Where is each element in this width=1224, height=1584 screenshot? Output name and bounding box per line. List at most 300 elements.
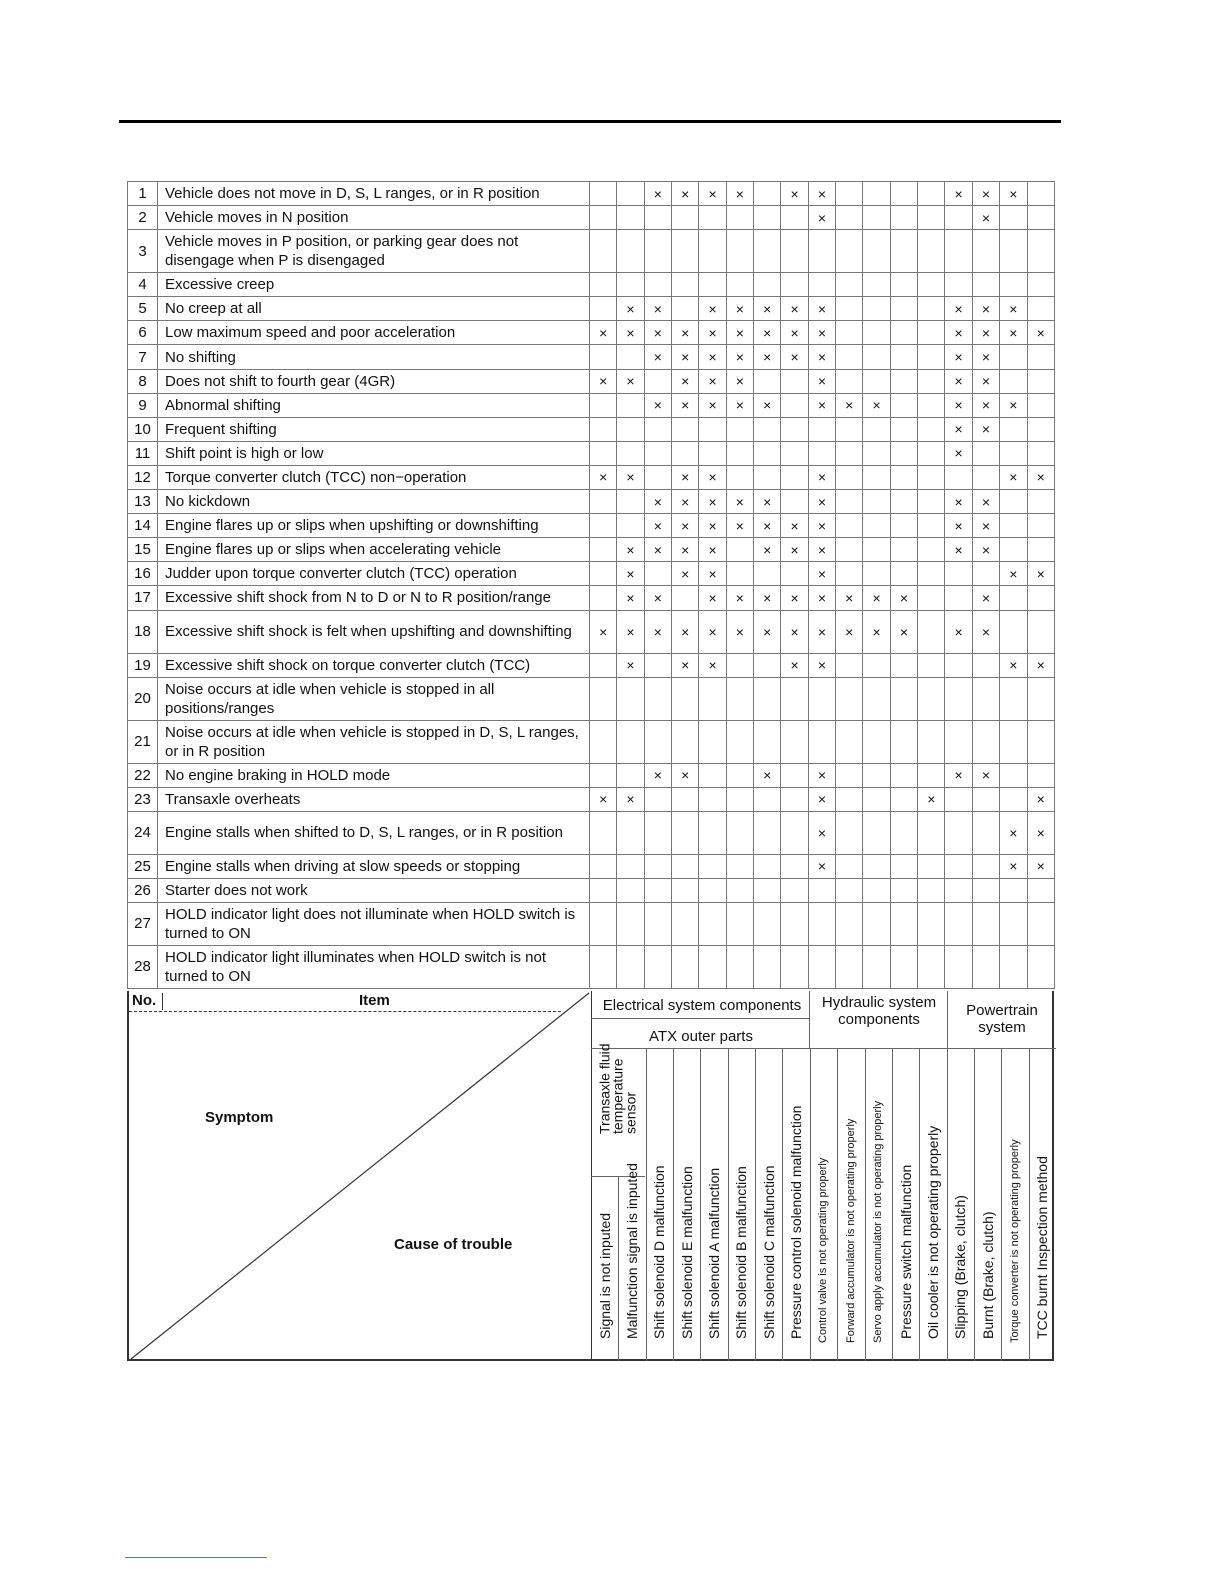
cause-mark-cell xyxy=(890,787,917,811)
cause-mark-cell: × xyxy=(699,653,726,677)
row-number: 27 xyxy=(128,902,158,945)
cause-mark-cell: × xyxy=(726,182,753,206)
cause-mark-cell: × xyxy=(754,297,781,321)
cause-mark-cell xyxy=(590,562,617,586)
cause-mark-cell xyxy=(726,878,753,902)
cause-mark-cell: × xyxy=(863,610,890,653)
cause-mark-cell xyxy=(972,902,999,945)
table-row xyxy=(128,902,1055,945)
cause-mark-cell xyxy=(808,720,835,763)
cause-mark-cell xyxy=(1027,610,1054,653)
cause-mark-cell xyxy=(754,854,781,878)
cause-mark-cell xyxy=(808,417,835,441)
cause-mark-cell xyxy=(836,720,863,763)
cause-mark-cell xyxy=(1027,902,1054,945)
cause-mark-cell xyxy=(863,878,890,902)
cause-mark-cell xyxy=(863,763,890,787)
cause-mark-cell xyxy=(918,902,945,945)
cause-mark-cell: × xyxy=(672,182,699,206)
table-row xyxy=(128,206,1055,230)
cause-mark-cell xyxy=(890,720,917,763)
cause-mark-cell xyxy=(1027,369,1054,393)
cause-mark-cell xyxy=(617,393,644,417)
cause-mark-cell xyxy=(644,417,671,441)
cause-mark-cell: × xyxy=(945,490,972,514)
row-number: 26 xyxy=(128,878,158,902)
cause-mark-cell xyxy=(836,811,863,854)
cause-mark-cell xyxy=(918,945,945,988)
cause-mark-cell xyxy=(590,345,617,369)
row-number: 6 xyxy=(128,321,158,345)
cause-mark-cell xyxy=(781,465,808,489)
cause-mark-cell xyxy=(1000,720,1027,763)
footer-link[interactable] xyxy=(125,1557,267,1558)
cause-mark-cell xyxy=(590,653,617,677)
hydraulic-powertrain-divider xyxy=(947,991,948,1048)
cause-mark-cell xyxy=(617,345,644,369)
cause-mark-cell: × xyxy=(617,562,644,586)
symptom-item: Transaxle overheats xyxy=(158,787,590,811)
cause-mark-cell: × xyxy=(972,514,999,538)
cause-mark-cell xyxy=(781,677,808,720)
cause-mark-cell xyxy=(890,393,917,417)
cause-mark-cell xyxy=(918,811,945,854)
cause-mark-cell: × xyxy=(590,369,617,393)
cause-mark-cell xyxy=(836,538,863,562)
cause-mark-cell: × xyxy=(617,610,644,653)
row-number: 17 xyxy=(128,586,158,610)
cause-mark-cell xyxy=(918,441,945,465)
table-row xyxy=(128,490,1055,514)
cause-mark-cell xyxy=(863,345,890,369)
cause-mark-cell xyxy=(644,562,671,586)
cause-mark-cell: × xyxy=(918,787,945,811)
cause-mark-cell: × xyxy=(972,763,999,787)
cause-mark-cell xyxy=(918,763,945,787)
cause-mark-cell xyxy=(972,465,999,489)
cause-mark-cell: × xyxy=(808,206,835,230)
cause-mark-cell: × xyxy=(808,465,835,489)
cause-mark-cell xyxy=(781,369,808,393)
row-number: 8 xyxy=(128,369,158,393)
cause-mark-cell: × xyxy=(726,490,753,514)
cause-mark-cell xyxy=(699,945,726,988)
cause-mark-cell: × xyxy=(672,538,699,562)
cause-mark-cell xyxy=(945,465,972,489)
cause-column-label: Shift solenoid E malfunction xyxy=(678,1166,695,1339)
cause-mark-cell xyxy=(836,878,863,902)
cause-mark-cell: × xyxy=(1000,811,1027,854)
cause-mark-cell xyxy=(918,610,945,653)
cause-mark-cell: × xyxy=(699,562,726,586)
cause-mark-cell: × xyxy=(754,321,781,345)
cause-mark-cell xyxy=(890,441,917,465)
cause-mark-cell xyxy=(590,538,617,562)
cause-mark-cell xyxy=(836,182,863,206)
row-number: 20 xyxy=(128,677,158,720)
symptom-item: Vehicle moves in N position xyxy=(158,206,590,230)
cause-mark-cell: × xyxy=(1027,465,1054,489)
cause-mark-cell: × xyxy=(754,345,781,369)
symptom-item: Excessive shift shock from N to D or N to R position/range xyxy=(158,586,590,610)
cause-mark-cell: × xyxy=(1027,854,1054,878)
cause-mark-cell xyxy=(726,441,753,465)
cause-mark-cell xyxy=(590,273,617,297)
cause-mark-cell xyxy=(836,273,863,297)
cause-mark-cell xyxy=(972,273,999,297)
cause-mark-cell xyxy=(836,206,863,230)
symptom-item: Noise occurs at idle when vehicle is stopped in all positions/ranges xyxy=(158,677,590,720)
row-number: 21 xyxy=(128,720,158,763)
cause-mark-cell xyxy=(726,465,753,489)
cause-mark-cell: × xyxy=(808,653,835,677)
cause-mark-cell xyxy=(644,787,671,811)
symptom-label: Symptom xyxy=(205,1109,274,1126)
cause-mark-cell xyxy=(836,490,863,514)
cause-mark-cell xyxy=(890,321,917,345)
cause-mark-cell xyxy=(1000,273,1027,297)
cause-mark-cell xyxy=(781,393,808,417)
cause-mark-cell xyxy=(672,677,699,720)
symptom-item: HOLD indicator light illuminates when HOLD switch is not turned to ON xyxy=(158,945,590,988)
cause-mark-cell: × xyxy=(808,182,835,206)
cause-mark-cell xyxy=(863,230,890,273)
cause-mark-cell: × xyxy=(754,538,781,562)
cause-mark-cell: × xyxy=(644,763,671,787)
cause-mark-cell: × xyxy=(644,345,671,369)
cause-mark-cell xyxy=(590,720,617,763)
cause-mark-cell xyxy=(1027,230,1054,273)
cause-mark-cell xyxy=(617,273,644,297)
table-row xyxy=(128,811,1055,854)
row-number: 16 xyxy=(128,562,158,586)
group-atx: ATX outer parts xyxy=(649,1028,753,1045)
cause-mark-cell: × xyxy=(672,514,699,538)
cause-mark-cell: × xyxy=(754,393,781,417)
table-row xyxy=(128,538,1055,562)
cause-mark-cell xyxy=(617,902,644,945)
cause-mark-cell xyxy=(726,562,753,586)
cause-mark-cell: × xyxy=(699,369,726,393)
symptom-item: Low maximum speed and poor acceleration xyxy=(158,321,590,345)
cause-mark-cell xyxy=(1027,441,1054,465)
cause-mark-cell xyxy=(699,763,726,787)
cause-column-label: Pressure control solenoid malfunction xyxy=(788,1105,805,1339)
cause-mark-cell xyxy=(863,490,890,514)
cause-mark-cell: × xyxy=(644,182,671,206)
cause-mark-cell xyxy=(726,206,753,230)
cause-mark-cell xyxy=(1027,514,1054,538)
cause-column-label: Shift solenoid C malfunction xyxy=(760,1165,777,1339)
cause-mark-cell: × xyxy=(808,763,835,787)
cause-mark-cell xyxy=(754,945,781,988)
cause-mark-cell xyxy=(754,230,781,273)
cause-mark-cell xyxy=(672,586,699,610)
table-row xyxy=(128,787,1055,811)
cause-mark-cell xyxy=(1027,182,1054,206)
cause-mark-cell xyxy=(836,854,863,878)
cause-mark-cell xyxy=(890,538,917,562)
cause-mark-cell xyxy=(672,441,699,465)
cause-mark-cell xyxy=(945,273,972,297)
cause-mark-cell xyxy=(726,677,753,720)
cause-mark-cell: × xyxy=(726,393,753,417)
item-label: Item xyxy=(359,992,390,1009)
cause-mark-cell: × xyxy=(726,514,753,538)
cause-mark-cell xyxy=(617,206,644,230)
symptom-item: Does not shift to fourth gear (4GR) xyxy=(158,369,590,393)
cause-mark-cell xyxy=(972,230,999,273)
cause-mark-cell: × xyxy=(808,490,835,514)
cause-mark-cell xyxy=(863,653,890,677)
cause-mark-cell: × xyxy=(644,586,671,610)
cause-mark-cell: × xyxy=(1027,787,1054,811)
cause-mark-cell: × xyxy=(972,206,999,230)
cause-mark-cell xyxy=(672,230,699,273)
cause-mark-cell: × xyxy=(1000,854,1027,878)
cause-mark-cell: × xyxy=(590,321,617,345)
cause-mark-cell xyxy=(617,490,644,514)
cause-mark-cell xyxy=(1000,878,1027,902)
cause-mark-cell xyxy=(754,653,781,677)
table-row xyxy=(128,321,1055,345)
cause-mark-cell xyxy=(754,787,781,811)
cause-mark-cell xyxy=(863,787,890,811)
cause-mark-cell xyxy=(590,586,617,610)
cause-mark-cell xyxy=(945,878,972,902)
cause-mark-cell xyxy=(590,230,617,273)
cause-mark-cell xyxy=(890,854,917,878)
cause-mark-cell xyxy=(726,854,753,878)
cause-mark-cell xyxy=(754,369,781,393)
cause-column-label: Malfunction signal is inputed xyxy=(624,1163,641,1339)
cause-mark-cell xyxy=(890,562,917,586)
cause-mark-cell xyxy=(945,854,972,878)
row-number: 24 xyxy=(128,811,158,854)
cause-mark-cell xyxy=(890,763,917,787)
cause-mark-cell xyxy=(972,878,999,902)
cause-mark-cell xyxy=(617,441,644,465)
cause-mark-cell xyxy=(918,677,945,720)
cause-mark-cell xyxy=(918,854,945,878)
cause-mark-cell xyxy=(672,811,699,854)
cause-mark-cell xyxy=(972,811,999,854)
cause-column-label: Forward accumulator is not operating properly xyxy=(844,1118,857,1343)
cause-mark-cell xyxy=(590,490,617,514)
cause-mark-cell xyxy=(836,787,863,811)
cause-mark-cell xyxy=(1027,538,1054,562)
cause-column-label: TCC burnt Inspection method xyxy=(1034,1156,1051,1339)
cause-mark-cell: × xyxy=(781,538,808,562)
cause-mark-cell xyxy=(918,273,945,297)
cause-mark-cell: × xyxy=(644,321,671,345)
cause-mark-cell xyxy=(836,763,863,787)
cause-mark-cell xyxy=(781,720,808,763)
cause-mark-cell xyxy=(863,273,890,297)
table-row xyxy=(128,586,1055,610)
row-number: 18 xyxy=(128,610,158,653)
cause-mark-cell xyxy=(918,562,945,586)
cause-mark-cell xyxy=(836,417,863,441)
cause-mark-cell xyxy=(918,230,945,273)
cause-mark-cell: × xyxy=(699,297,726,321)
cause-mark-cell xyxy=(808,677,835,720)
cause-mark-cell: × xyxy=(781,297,808,321)
cause-mark-cell: × xyxy=(699,465,726,489)
cause-mark-cell xyxy=(836,945,863,988)
cause-mark-cell xyxy=(918,653,945,677)
cause-mark-cell: × xyxy=(808,393,835,417)
cause-mark-cell xyxy=(672,945,699,988)
cause-mark-cell: × xyxy=(672,490,699,514)
row-number: 28 xyxy=(128,945,158,988)
cause-mark-cell xyxy=(590,393,617,417)
cause-mark-cell xyxy=(1000,369,1027,393)
cause-column-label: Shift solenoid B malfunction xyxy=(733,1166,750,1339)
matrix-header xyxy=(127,991,1054,1361)
symptom-diagonal xyxy=(129,991,595,1361)
cause-mark-cell xyxy=(808,273,835,297)
cause-mark-cell: × xyxy=(699,182,726,206)
electrical-hydraulic-divider xyxy=(809,991,810,1048)
cause-mark-cell xyxy=(918,182,945,206)
cause-mark-cell xyxy=(918,369,945,393)
cause-mark-cell: × xyxy=(644,490,671,514)
cause-mark-cell: × xyxy=(836,393,863,417)
cause-column-label: Shift solenoid A malfunction xyxy=(706,1167,723,1339)
cause-mark-cell xyxy=(1000,514,1027,538)
cause-mark-cell xyxy=(918,465,945,489)
cause-mark-cell xyxy=(1027,945,1054,988)
table-row xyxy=(128,345,1055,369)
cause-mark-cell xyxy=(945,677,972,720)
table-row xyxy=(128,562,1055,586)
cause-mark-cell xyxy=(945,720,972,763)
cause-mark-cell xyxy=(1000,763,1027,787)
cause-mark-cell xyxy=(1027,345,1054,369)
cause-mark-cell xyxy=(726,787,753,811)
cause-mark-cell: × xyxy=(672,345,699,369)
cause-mark-cell: × xyxy=(808,811,835,854)
cause-mark-cell: × xyxy=(808,514,835,538)
cause-mark-cell xyxy=(863,811,890,854)
cause-mark-cell xyxy=(617,677,644,720)
cause-mark-cell: × xyxy=(945,763,972,787)
cause-mark-cell xyxy=(617,811,644,854)
symptom-item: Engine stalls when shifted to D, S, L ranges, or in R position xyxy=(158,811,590,854)
cause-mark-cell xyxy=(890,182,917,206)
cause-mark-cell: × xyxy=(890,610,917,653)
cause-mark-cell: × xyxy=(972,586,999,610)
cause-mark-cell xyxy=(863,206,890,230)
cause-mark-cell xyxy=(672,878,699,902)
cause-mark-cell: × xyxy=(781,182,808,206)
cause-mark-cell xyxy=(863,677,890,720)
cause-mark-cell: × xyxy=(754,586,781,610)
cause-mark-cell xyxy=(617,720,644,763)
cause-mark-cell: × xyxy=(945,441,972,465)
cause-mark-cell xyxy=(1000,677,1027,720)
cause-mark-cell xyxy=(617,417,644,441)
cause-mark-cell: × xyxy=(699,610,726,653)
cause-mark-cell xyxy=(754,677,781,720)
cause-mark-cell xyxy=(972,677,999,720)
cause-mark-cell xyxy=(863,854,890,878)
cause-mark-cell: × xyxy=(972,490,999,514)
cause-mark-cell xyxy=(836,369,863,393)
cause-mark-cell xyxy=(781,273,808,297)
row-number: 23 xyxy=(128,787,158,811)
cause-mark-cell xyxy=(918,321,945,345)
cause-mark-cell: × xyxy=(726,297,753,321)
cause-mark-cell: × xyxy=(781,345,808,369)
cause-mark-cell xyxy=(590,763,617,787)
cause-mark-cell xyxy=(972,562,999,586)
cause-mark-cell xyxy=(672,417,699,441)
cause-mark-cell xyxy=(890,206,917,230)
cause-mark-cell xyxy=(890,465,917,489)
row-number: 5 xyxy=(128,297,158,321)
symptom-item: Excessive creep xyxy=(158,273,590,297)
cause-mark-cell xyxy=(836,653,863,677)
cause-mark-cell: × xyxy=(972,369,999,393)
cause-mark-cell xyxy=(699,854,726,878)
cause-mark-cell: × xyxy=(590,787,617,811)
cause-mark-cell xyxy=(726,720,753,763)
cause-mark-cell xyxy=(1000,787,1027,811)
cause-mark-cell xyxy=(1000,538,1027,562)
cause-mark-cell: × xyxy=(754,610,781,653)
cause-mark-cell xyxy=(754,720,781,763)
cause-mark-cell: × xyxy=(945,610,972,653)
cause-mark-cell xyxy=(945,902,972,945)
cause-mark-cell xyxy=(672,297,699,321)
cause-mark-cell: × xyxy=(617,297,644,321)
cause-mark-cell: × xyxy=(617,787,644,811)
row-number: 4 xyxy=(128,273,158,297)
cause-mark-cell xyxy=(1027,393,1054,417)
cause-mark-cell: × xyxy=(699,490,726,514)
cause-mark-cell: × xyxy=(808,538,835,562)
cause-mark-cell: × xyxy=(644,610,671,653)
cause-mark-cell: × xyxy=(945,345,972,369)
cause-mark-cell xyxy=(1027,273,1054,297)
cause-mark-cell: × xyxy=(754,514,781,538)
cause-mark-cell: × xyxy=(1027,811,1054,854)
cause-mark-cell xyxy=(644,677,671,720)
cause-mark-cell xyxy=(890,811,917,854)
cause-mark-cell xyxy=(945,653,972,677)
cause-mark-cell xyxy=(1000,945,1027,988)
cause-mark-cell: × xyxy=(1027,321,1054,345)
symptom-item: Engine stalls when driving at slow speeds or stopping xyxy=(158,854,590,878)
cause-mark-cell xyxy=(1000,206,1027,230)
cause-mark-cell xyxy=(590,902,617,945)
cause-mark-cell xyxy=(781,230,808,273)
cause-mark-cell: × xyxy=(781,586,808,610)
cause-mark-cell xyxy=(726,902,753,945)
cause-mark-cell: × xyxy=(808,369,835,393)
table-row xyxy=(128,182,1055,206)
cause-mark-cell xyxy=(918,490,945,514)
table-row xyxy=(128,514,1055,538)
cause-mark-cell: × xyxy=(781,653,808,677)
cause-mark-cell: × xyxy=(1000,297,1027,321)
cause-mark-cell xyxy=(726,417,753,441)
cause-mark-cell xyxy=(972,441,999,465)
cause-mark-cell: × xyxy=(672,610,699,653)
cause-mark-cell: × xyxy=(972,182,999,206)
